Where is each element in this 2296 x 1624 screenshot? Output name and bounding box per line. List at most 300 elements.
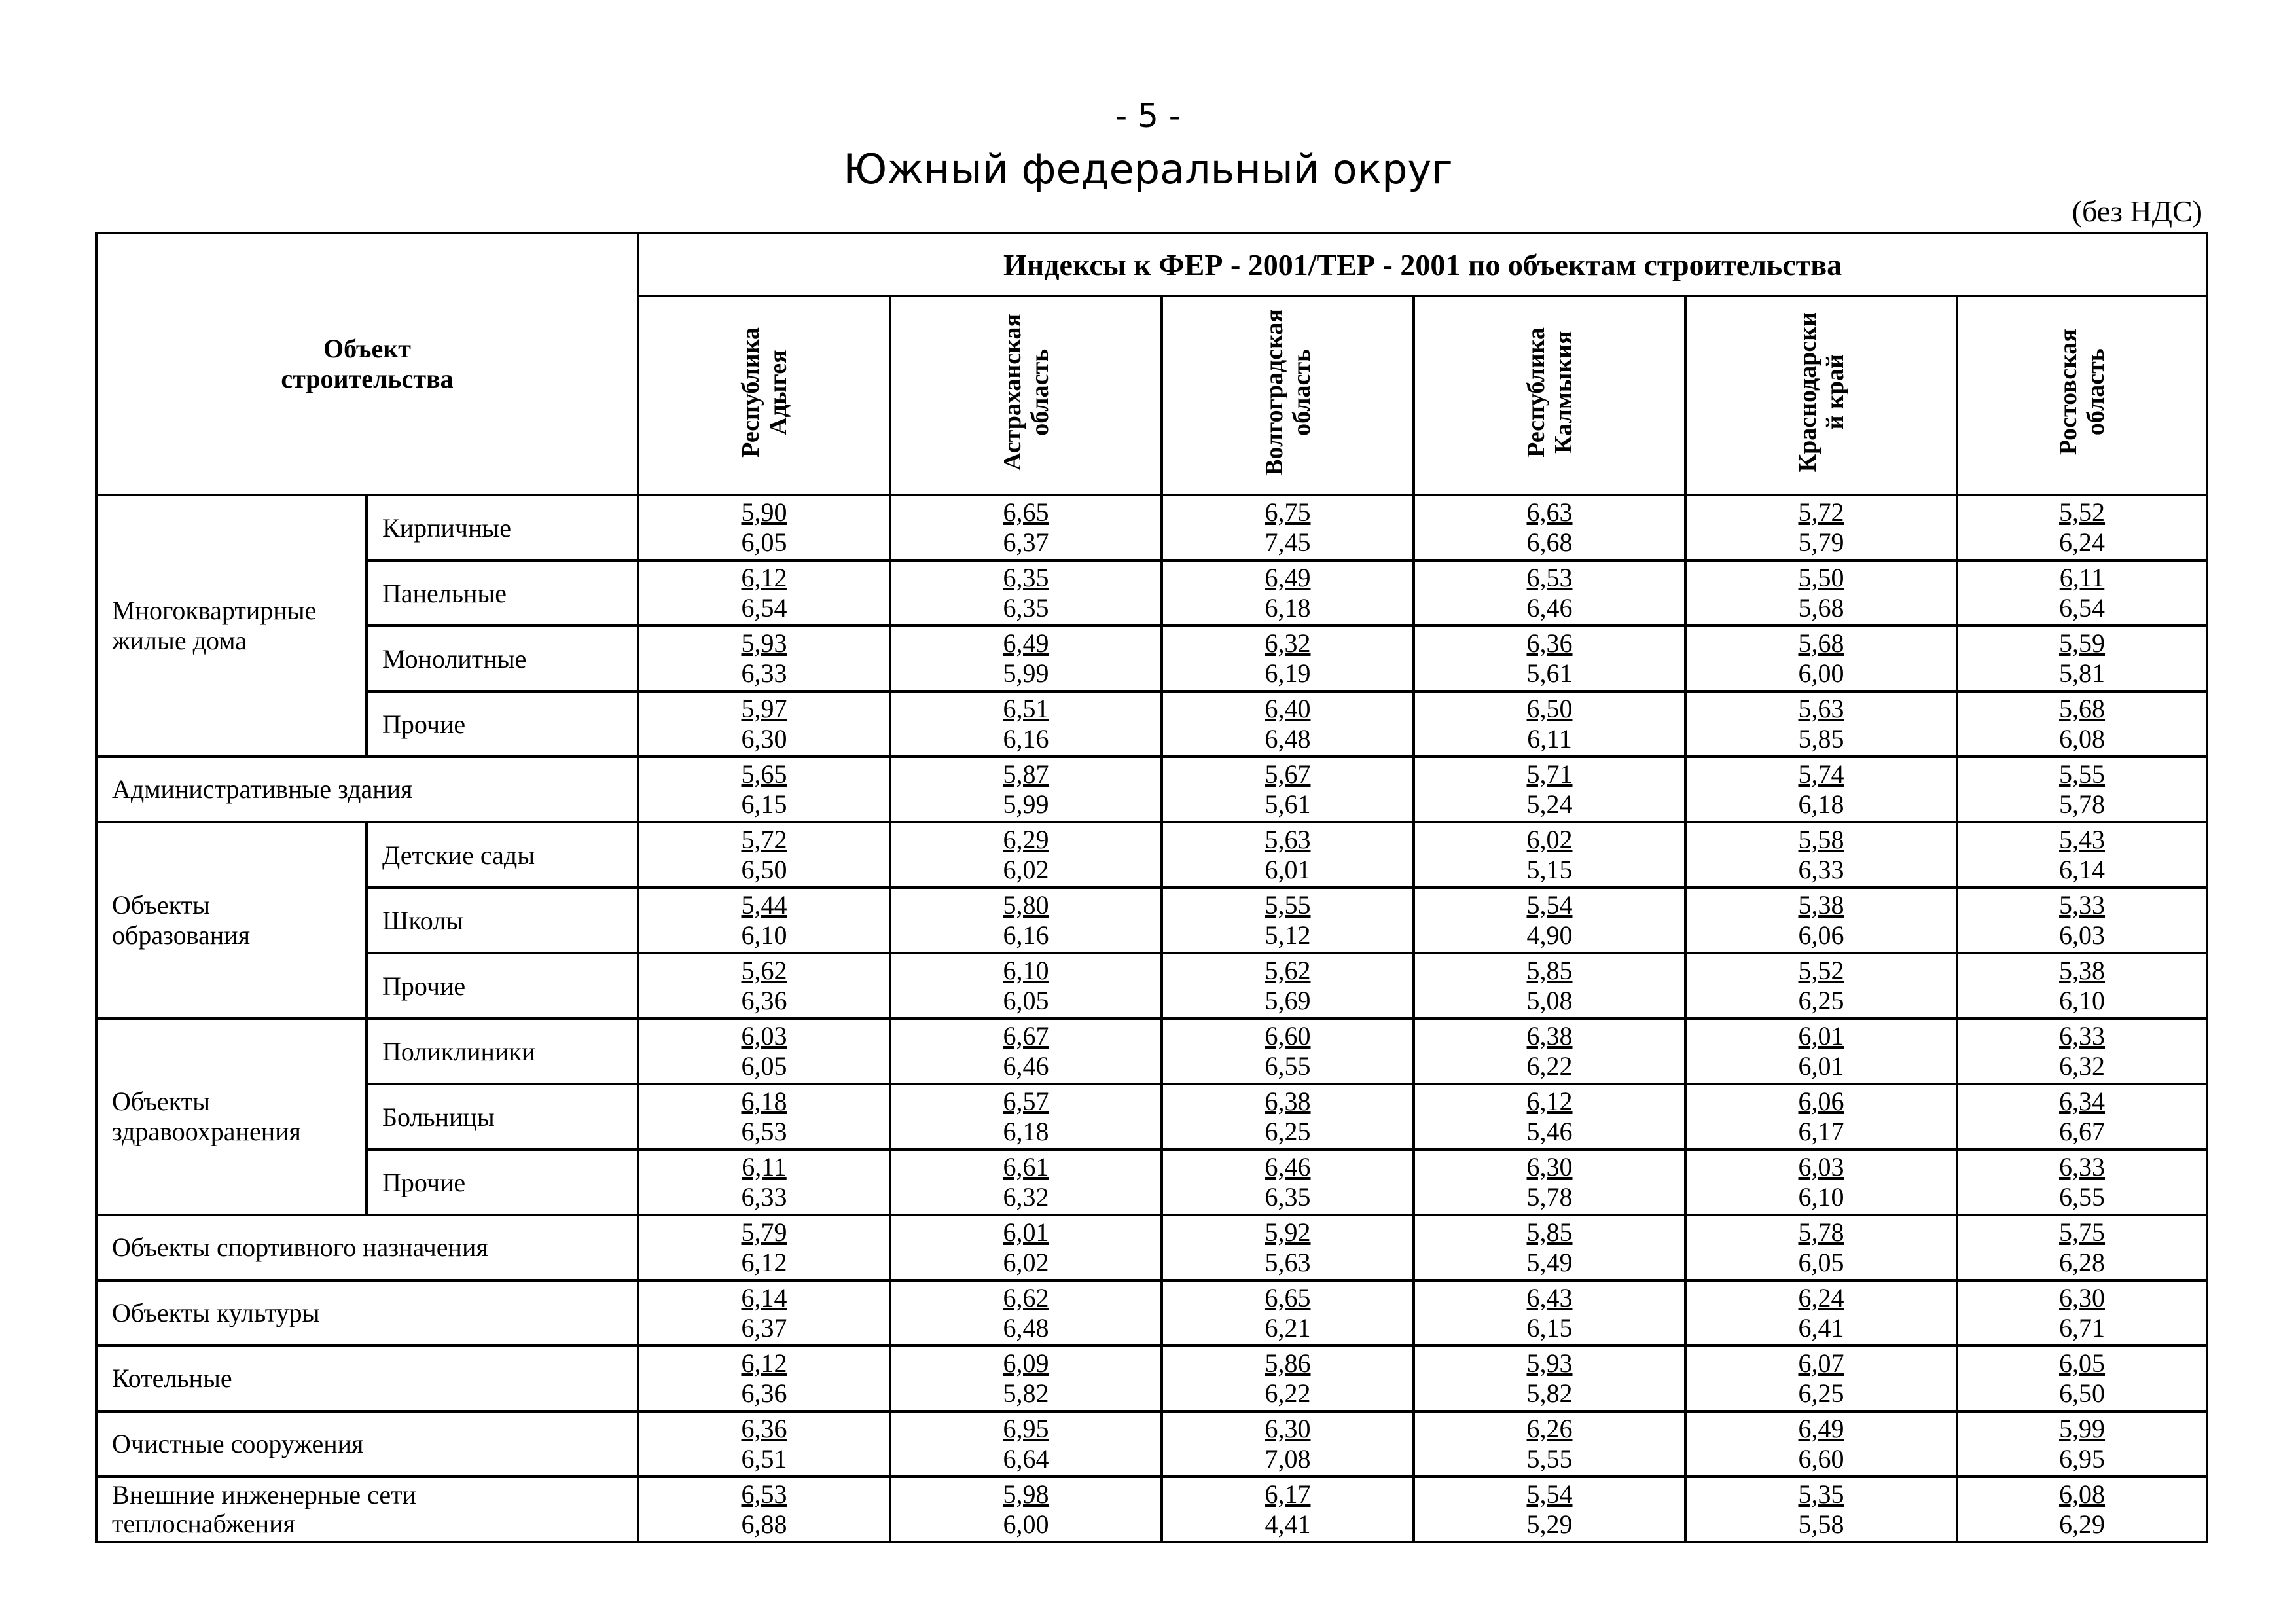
index-cell [1685,560,1957,626]
index-value-bottom: 6,25 [1798,986,1844,1015]
index-value-top: 6,10 [1003,956,1049,985]
index-value-top: 6,53 [741,1479,787,1509]
index-value-bottom: 6,14 [2059,855,2106,884]
index-value-bottom: 6,00 [1798,659,1844,688]
index-value-top: 5,38 [1798,890,1844,920]
index-cell [1957,1477,2207,1542]
index-value-top: 6,32 [1265,628,1311,658]
index-value-top: 5,68 [2059,694,2106,723]
index-value-bottom: 5,82 [1003,1379,1049,1408]
index-cell [638,691,890,757]
subtype-label: Панельные [367,560,638,626]
index-cell [1957,1215,2207,1280]
index-value-bottom: 5,46 [1526,1117,1573,1146]
index-value-top: 5,93 [1526,1348,1573,1378]
index-cell [1414,1411,1685,1477]
index-value-bottom: 6,41 [1798,1313,1844,1343]
index-value-bottom: 5,29 [1526,1509,1573,1539]
index-value-top: 5,79 [741,1218,787,1247]
index-value-bottom: 6,17 [1798,1117,1844,1146]
index-value-top: 6,40 [1265,694,1311,723]
index-value-top: 5,74 [1798,759,1844,789]
index-cell [638,888,890,953]
index-cell [1685,1411,1957,1477]
index-value-bottom: 6,05 [1003,986,1049,1015]
index-cell [890,1280,1162,1346]
index-cell [1685,691,1957,757]
index-cell [638,1411,890,1477]
index-value-bottom: 4,41 [1265,1509,1311,1539]
index-value-bottom: 6,51 [741,1444,787,1473]
table-row [96,757,2207,822]
index-cell [1957,1149,2207,1215]
index-value-top: 6,03 [741,1021,787,1051]
index-value-bottom: 6,54 [741,593,787,623]
index-value-top: 5,87 [1003,759,1049,789]
index-value-bottom: 6,37 [741,1313,787,1343]
index-value-bottom: 6,02 [1003,1248,1049,1277]
index-value-top: 6,65 [1003,497,1049,527]
index-value-top: 5,63 [1265,825,1311,854]
subtype-label: Прочие [367,953,638,1019]
index-cell [1414,888,1685,953]
index-value-top: 6,43 [1526,1283,1573,1312]
index-cell [890,1084,1162,1149]
index-value-top: 5,44 [741,890,787,920]
index-value-top: 6,35 [1003,563,1049,592]
group-label: Многоквартирные жилые дома [96,495,367,757]
index-value-bottom: 6,37 [1003,528,1049,557]
index-value-top: 6,53 [1526,563,1573,592]
index-value-top: 6,95 [1003,1414,1049,1443]
index-cell [1957,822,2207,888]
index-cell [1162,888,1414,953]
index-cell [1957,626,2207,691]
index-value-bottom: 6,50 [2059,1379,2106,1408]
index-value-top: 6,17 [1265,1479,1311,1509]
index-cell [1685,1084,1957,1149]
index-cell [890,1019,1162,1084]
index-value-top: 6,06 [1798,1087,1844,1116]
index-value-bottom: 6,33 [741,1182,787,1212]
index-value-top: 5,93 [741,628,787,658]
index-cell [638,495,890,560]
index-value-bottom: 6,01 [1798,1051,1844,1081]
index-value-bottom: 6,28 [2059,1248,2106,1277]
index-value-top: 6,67 [1003,1021,1049,1051]
index-cell [890,1346,1162,1411]
index-value-top: 6,05 [2059,1348,2106,1378]
index-cell [890,560,1162,626]
index-value-bottom: 6,11 [1527,724,1572,753]
index-cell [1685,626,1957,691]
index-value-bottom: 5,85 [1798,724,1844,753]
index-value-top: 6,30 [1265,1414,1311,1443]
index-value-top: 5,92 [1265,1218,1311,1247]
index-value-bottom: 6,55 [2059,1182,2106,1212]
object-label: Административные здания [96,757,638,822]
index-value-bottom: 6,24 [2059,528,2106,557]
index-value-bottom: 6,67 [2059,1117,2106,1146]
object-label: Объекты спортивного назначения [96,1215,638,1280]
index-value-top: 6,36 [1526,628,1573,658]
index-value-bottom: 6,19 [1265,659,1311,688]
index-value-top: 6,14 [741,1283,787,1312]
index-value-top: 5,35 [1798,1479,1844,1509]
index-value-top: 6,18 [741,1087,787,1116]
table-body [96,495,2207,1542]
page-number: - 5 - [1115,97,1181,135]
index-value-top: 5,85 [1526,956,1573,985]
subtype-label: Школы [367,888,638,953]
index-value-bottom: 7,08 [1265,1444,1311,1473]
index-value-top: 6,12 [1526,1087,1573,1116]
index-value-top: 6,01 [1003,1218,1049,1247]
index-value-bottom: 6,15 [741,789,787,819]
index-cell [638,1019,890,1084]
subtype-label: Монолитные [367,626,638,691]
index-cell [638,1280,890,1346]
index-value-bottom: 5,55 [1526,1444,1573,1473]
index-value-top: 6,07 [1798,1348,1844,1378]
index-value-top: 5,99 [2059,1414,2106,1443]
index-cell [1957,757,2207,822]
index-table [95,232,2208,1543]
index-value-bottom: 6,32 [1003,1182,1049,1212]
object-label: Внешние инженерные сети теплоснабжения [96,1477,638,1542]
index-value-bottom: 5,68 [1798,593,1844,623]
group-label: Объекты здравоохранения [96,1019,367,1215]
index-cell [1414,1215,1685,1280]
index-value-bottom: 5,82 [1526,1379,1573,1408]
index-value-bottom: 5,61 [1265,789,1311,819]
index-value-bottom: 6,02 [1003,855,1049,884]
index-cell [1162,1215,1414,1280]
index-value-top: 6,02 [1526,825,1573,854]
index-value-bottom: 5,99 [1003,789,1049,819]
index-value-top: 5,55 [1265,890,1311,920]
index-cell [1957,1280,2207,1346]
index-value-top: 6,33 [2059,1021,2106,1051]
subtype-label: Кирпичные [367,495,638,560]
index-cell [1414,757,1685,822]
index-cell [1414,953,1685,1019]
index-value-bottom: 5,61 [1526,659,1573,688]
index-value-top: 6,03 [1798,1152,1844,1182]
index-cell [890,691,1162,757]
index-cell [1414,1019,1685,1084]
index-value-bottom: 5,99 [1003,659,1049,688]
index-cell [1414,626,1685,691]
index-cell [1162,1149,1414,1215]
index-cell [1414,691,1685,757]
index-value-top: 5,54 [1526,890,1573,920]
index-cell [1162,1280,1414,1346]
index-value-bottom: 6,35 [1003,593,1049,623]
index-cell [638,757,890,822]
index-value-bottom: 6,53 [741,1117,787,1146]
index-cell [1162,822,1414,888]
index-value-bottom: 6,33 [1798,855,1844,884]
index-cell [638,953,890,1019]
index-value-top: 6,30 [2059,1283,2106,1312]
index-value-bottom: 6,18 [1798,789,1844,819]
index-value-top: 5,58 [1798,825,1844,854]
index-value-top: 5,67 [1265,759,1311,789]
index-value-top: 6,34 [2059,1087,2106,1116]
index-value-top: 5,71 [1526,759,1573,789]
index-cell [1957,495,2207,560]
index-cell [890,1477,1162,1542]
index-value-bottom: 6,22 [1265,1379,1311,1408]
index-value-bottom: 6,05 [1798,1248,1844,1277]
index-cell [1957,1019,2207,1084]
index-value-top: 6,50 [1526,694,1573,723]
index-cell [1162,691,1414,757]
index-value-top: 6,65 [1265,1283,1311,1312]
index-value-bottom: 6,46 [1003,1051,1049,1081]
index-value-bottom: 6,95 [2059,1444,2106,1473]
index-value-bottom: 6,00 [1003,1509,1049,1539]
index-value-bottom: 6,22 [1526,1051,1573,1081]
index-value-bottom: 6,16 [1003,920,1049,950]
index-value-top: 6,57 [1003,1087,1049,1116]
index-cell [890,1215,1162,1280]
index-value-top: 6,46 [1265,1152,1311,1182]
index-cell [638,1149,890,1215]
index-value-bottom: 6,10 [1798,1182,1844,1212]
index-value-top: 6,12 [741,563,787,592]
index-value-bottom: 6,18 [1003,1117,1049,1146]
index-cell [1162,1084,1414,1149]
index-cell [1162,1411,1414,1477]
table-row [96,888,2207,953]
index-cell [890,495,1162,560]
index-cell [1685,1346,1957,1411]
index-cell [1685,1477,1957,1542]
table-row [96,626,2207,691]
index-cell [890,626,1162,691]
index-cell [1162,757,1414,822]
index-value-top: 5,72 [1798,497,1844,527]
table-row [96,1084,2207,1149]
object-header: Объект строительства [96,233,638,495]
index-value-top: 6,75 [1265,497,1311,527]
index-cell [1414,1477,1685,1542]
index-value-bottom: 6,10 [2059,986,2106,1015]
index-value-bottom: 5,78 [2059,789,2106,819]
table-row [96,822,2207,888]
index-cell [1162,560,1414,626]
index-value-bottom: 6,25 [1265,1117,1311,1146]
index-value-top: 6,60 [1265,1021,1311,1051]
index-value-bottom: 6,08 [2059,724,2106,753]
index-value-top: 6,09 [1003,1348,1049,1378]
index-cell [1685,1215,1957,1280]
index-value-top: 6,12 [741,1348,787,1378]
index-value-bottom: 6,06 [1798,920,1844,950]
table-row [96,1477,2207,1542]
index-value-bottom: 6,15 [1526,1313,1573,1343]
region-header-adygea: Республика Адыгея [638,296,890,495]
index-value-top: 5,50 [1798,563,1844,592]
index-value-top: 6,51 [1003,694,1049,723]
index-value-bottom: 6,05 [741,1051,787,1081]
index-cell [1162,495,1414,560]
subtype-label: Поликлиники [367,1019,638,1084]
index-value-top: 5,75 [2059,1218,2106,1247]
page-title: Южный федеральный округ [843,145,1453,193]
index-cell [1957,888,2207,953]
index-value-top: 5,78 [1798,1218,1844,1247]
index-value-bottom: 5,78 [1526,1182,1573,1212]
index-cell [1685,757,1957,822]
index-cell [890,822,1162,888]
index-value-top: 5,85 [1526,1218,1573,1247]
index-value-bottom: 5,12 [1265,920,1311,950]
index-value-bottom: 6,03 [2059,920,2106,950]
index-value-bottom: 6,64 [1003,1444,1049,1473]
index-value-bottom: 4,90 [1526,920,1573,950]
table-row [96,1215,2207,1280]
index-cell [638,560,890,626]
index-cell [890,1149,1162,1215]
index-cell [638,1215,890,1280]
index-cell [1685,953,1957,1019]
index-value-top: 5,54 [1526,1479,1573,1509]
index-cell [638,1346,890,1411]
subtype-label: Прочие [367,691,638,757]
index-value-bottom: 6,10 [741,920,787,950]
index-value-top: 6,01 [1798,1021,1844,1051]
table-row [96,1346,2207,1411]
vat-note: (без НДС) [2072,194,2202,228]
index-value-bottom: 5,63 [1265,1248,1311,1277]
index-cell [1957,953,2207,1019]
index-cell [1414,1084,1685,1149]
index-cell [1162,953,1414,1019]
table-row [96,1280,2207,1346]
index-value-top: 5,43 [2059,825,2106,854]
index-value-top: 5,33 [2059,890,2106,920]
index-value-bottom: 6,16 [1003,724,1049,753]
index-value-bottom: 6,46 [1526,593,1573,623]
index-cell [1957,1411,2207,1477]
index-value-top: 5,68 [1798,628,1844,658]
index-cell [890,757,1162,822]
index-value-bottom: 6,35 [1265,1182,1311,1212]
index-cell [1685,1280,1957,1346]
subtype-label: Детские сады [367,822,638,888]
index-value-bottom: 6,68 [1526,528,1573,557]
index-cell [1414,1280,1685,1346]
index-cell [890,1411,1162,1477]
index-value-top: 6,38 [1265,1087,1311,1116]
index-value-top: 6,49 [1003,628,1049,658]
index-value-bottom: 6,12 [741,1248,787,1277]
index-value-top: 5,98 [1003,1479,1049,1509]
index-value-bottom: 6,33 [741,659,787,688]
index-cell [638,822,890,888]
region-header-kalmykia: Республика Калмыкия [1414,296,1685,495]
index-value-bottom: 6,54 [2059,593,2106,623]
index-value-bottom: 5,81 [2059,659,2106,688]
index-value-top: 6,49 [1265,563,1311,592]
index-value-top: 6,11 [2059,563,2105,592]
index-value-top: 6,30 [1526,1152,1573,1182]
index-cell [1414,495,1685,560]
index-value-bottom: 6,01 [1265,855,1311,884]
index-value-top: 6,62 [1003,1283,1049,1312]
index-value-top: 6,11 [742,1152,787,1182]
index-value-top: 6,63 [1526,497,1573,527]
index-value-bottom: 6,36 [741,986,787,1015]
index-value-top: 6,08 [2059,1479,2106,1509]
index-value-bottom: 5,58 [1798,1509,1844,1539]
index-value-top: 5,55 [2059,759,2106,789]
index-value-bottom: 6,55 [1265,1051,1311,1081]
index-cell [1957,1084,2207,1149]
index-value-bottom: 6,18 [1265,593,1311,623]
index-value-bottom: 6,36 [741,1379,787,1408]
table-row [96,1411,2207,1477]
object-label: Котельные [96,1346,638,1411]
indices-header: Индексы к ФЕР - 2001/ТЕР - 2001 по объектам строительства [638,233,2207,296]
table-row [96,953,2207,1019]
index-value-bottom: 7,45 [1265,528,1311,557]
index-value-bottom: 5,15 [1526,855,1573,884]
index-cell [1957,1346,2207,1411]
subtype-label: Прочие [367,1149,638,1215]
region-header-volgograd: Волгоградская область [1162,296,1414,495]
index-value-bottom: 5,69 [1265,986,1311,1015]
index-value-bottom: 6,32 [2059,1051,2106,1081]
index-value-top: 6,38 [1526,1021,1573,1051]
index-value-bottom: 6,71 [2059,1313,2106,1343]
index-value-bottom: 6,48 [1265,724,1311,753]
index-value-top: 6,36 [741,1414,787,1443]
index-value-top: 6,26 [1526,1414,1573,1443]
table-row [96,691,2207,757]
table-row [96,1149,2207,1215]
index-value-top: 5,52 [2059,497,2106,527]
index-cell [638,1084,890,1149]
index-value-bottom: 5,79 [1798,528,1844,557]
index-cell [1957,560,2207,626]
index-value-top: 6,33 [2059,1152,2106,1182]
index-cell [1957,691,2207,757]
index-value-bottom: 5,24 [1526,789,1573,819]
region-header-astrakhan: Астраханская область [890,296,1162,495]
index-value-bottom: 6,25 [1798,1379,1844,1408]
index-value-bottom: 6,21 [1265,1313,1311,1343]
index-cell [1162,626,1414,691]
index-cell [1685,1149,1957,1215]
index-value-top: 6,61 [1003,1152,1049,1182]
index-value-bottom: 6,29 [2059,1509,2106,1539]
index-cell [890,888,1162,953]
index-cell [1685,495,1957,560]
index-value-top: 5,62 [1265,956,1311,985]
subtype-label: Больницы [367,1084,638,1149]
index-cell [1685,888,1957,953]
index-cell [890,953,1162,1019]
index-value-bottom: 6,05 [741,528,787,557]
index-cell [1162,1477,1414,1542]
index-cell [1414,822,1685,888]
index-cell [1162,1019,1414,1084]
index-value-bottom: 6,50 [741,855,787,884]
